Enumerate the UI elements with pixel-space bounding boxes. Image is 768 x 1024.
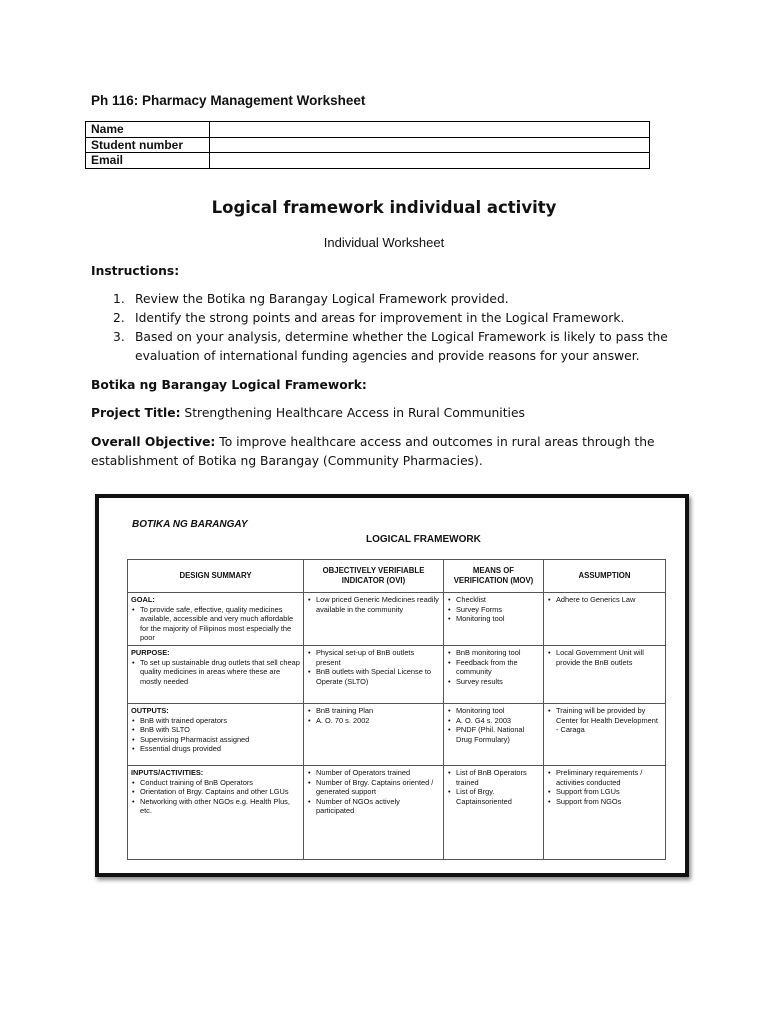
column-header-design-summary: DESIGN SUMMARY [128, 560, 304, 593]
list-item: • Support from NGOs [547, 797, 662, 807]
name-label: Name [86, 122, 210, 138]
project-title-label: Project Title: [91, 406, 181, 420]
list-item: • PNDF (Phil. National Drug Formulary) [447, 725, 540, 744]
design-cell [128, 765, 304, 859]
student-number-field[interactable] [210, 137, 650, 153]
email-label: Email [86, 153, 210, 169]
list-item: • Conduct training of BnB Operators [131, 778, 300, 788]
list-item: • BnB monitoring tool [447, 648, 540, 658]
assumption-cell [544, 703, 666, 765]
ovi-cell [304, 645, 444, 703]
instruction-text: Based on your analysis, determine whether the Logical Framework is likely to pass the evaluation of international funding agencies and provide reasons for your answer. [135, 330, 668, 363]
overall-objective-line [91, 433, 691, 471]
list-item: • To provide safe, effective, quality medicines available, accessible and very much affordable for the majority of Filipinos most especially the poor [131, 605, 300, 643]
column-header-mov: MEANS OF VERIFICATION (MOV) [444, 560, 544, 593]
list-item: • List of BnB Operators trained [447, 768, 540, 787]
list-item: • To set up sustainable drug outlets that sell cheap quality medicines in areas where these are mostly needed [131, 658, 300, 687]
student-info-table [85, 121, 650, 169]
mov-cell [444, 645, 544, 703]
list-item: • Networking with other NGOs e.g. Health Plus, etc. [131, 797, 300, 816]
student-number-label: Student number [86, 137, 210, 153]
list-item: • Monitoring tool [447, 706, 540, 716]
student-number-row [86, 137, 650, 153]
figure-org-title: BOTIKA NG BARANGAY [132, 519, 248, 530]
list-item: • Survey Forms [447, 605, 540, 615]
instruction-text: Identify the strong points and areas for improvement in the Logical Framework. [135, 311, 625, 325]
instruction-item: 1. Review the Botika ng Barangay Logical Framework provided. [113, 292, 509, 306]
list-item: • Orientation of Brgy. Captains and other LGUs [131, 787, 300, 797]
name-row [86, 122, 650, 138]
list-item: • Preliminary requirements / activities conducted [547, 768, 662, 787]
project-title-text: Strengthening Healthcare Access in Rural Communities [184, 406, 525, 420]
logical-framework-figure [95, 494, 689, 877]
list-item: • A. O. G4 s. 2003 [447, 716, 540, 726]
list-item: • Local Government Unit will provide the BnB outlets [547, 648, 662, 667]
table-row-outputs [128, 703, 666, 765]
mov-cell [444, 593, 544, 646]
table-row-goal [128, 593, 666, 646]
ovi-cell [304, 703, 444, 765]
list-item: • Number of NGOs actively participated [307, 797, 440, 816]
table-header-row [128, 560, 666, 593]
ovi-cell [304, 593, 444, 646]
list-item: • Number of Brgy. Captains oriented / generated support [307, 778, 440, 797]
email-row [86, 153, 650, 169]
overall-objective-label: Overall Objective: [91, 435, 216, 449]
list-item: • Low priced Generic Medicines readily available in the community [307, 595, 440, 614]
column-header-ovi: OBJECTIVELY VERIFIABLE INDICATOR (OVI) [304, 560, 444, 593]
list-item: • Survey results [447, 677, 540, 687]
list-item: • BnB outlets with Special License to Operate (SLTO) [307, 667, 440, 686]
design-cell [128, 703, 304, 765]
instruction-item: 2. Identify the strong points and areas for improvement in the Logical Framework. [113, 311, 625, 325]
instructions-list [91, 290, 691, 366]
overall-objective-text: To improve healthcare access and outcomes in rural areas through the establishment of Botika ng Barangay (Community Pharmacies). [91, 435, 655, 468]
page-title: Logical framework individual activity [211, 198, 557, 217]
mov-cell [444, 765, 544, 859]
design-cell [128, 593, 304, 646]
figure-title: LOGICAL FRAMEWORK [366, 534, 481, 545]
list-item: • Feedback from the community [447, 658, 540, 677]
table-row-purpose [128, 645, 666, 703]
list-item: • Support from LGUs [547, 787, 662, 797]
name-field[interactable] [210, 122, 650, 138]
project-title-line [91, 404, 525, 423]
instructions-label: Instructions: [91, 264, 180, 278]
assumption-cell [544, 593, 666, 646]
column-header-assumption: ASSUMPTION [544, 560, 666, 593]
ovi-cell [304, 765, 444, 859]
instruction-item: 3. Based on your analysis, determine whether the Logical Framework is likely to pass the evaluation of international funding agencies and provide reasons for your answer. [113, 330, 668, 363]
list-item: • A. O. 70 s. 2002 [307, 716, 440, 726]
design-cell [128, 645, 304, 703]
section-label: OUTPUTS: [131, 705, 169, 715]
list-item: • Monitoring tool [447, 614, 540, 624]
assumption-cell [544, 765, 666, 859]
list-item: • Supervising Pharmacist assigned [131, 735, 300, 745]
list-item: • Number of Operators trained [307, 768, 440, 778]
instruction-text: Review the Botika ng Barangay Logical Framework provided. [135, 292, 509, 306]
list-item: • BnB training Plan [307, 706, 440, 716]
list-item: • BnB with trained operators [131, 716, 300, 726]
email-field[interactable] [210, 153, 650, 169]
section-label: INPUTS/ACTIVITIES: [131, 767, 204, 777]
list-item: • Essential drugs provided [131, 744, 300, 754]
framework-label: Botika ng Barangay Logical Framework: [91, 378, 367, 392]
assumption-cell [544, 645, 666, 703]
section-label: PURPOSE: [131, 647, 170, 657]
list-item: • Adhere to Generics Law [547, 595, 662, 605]
list-item: • Training will be provided by Center for Health Development - Caraga [547, 706, 662, 735]
list-item: • Physical set-up of BnB outlets present [307, 648, 440, 667]
page-subtitle: Individual Worksheet [323, 235, 445, 250]
list-item: • BnB with SLTO [131, 725, 300, 735]
logical-framework-table [127, 559, 666, 860]
section-label: GOAL: [131, 595, 155, 604]
table-row-inputs [128, 765, 666, 859]
worksheet-heading: Ph 116: Pharmacy Management Worksheet [91, 93, 366, 108]
mov-cell [444, 703, 544, 765]
list-item: • List of Brgy. Captainsoriented [447, 787, 540, 806]
list-item: • Checklist [447, 595, 540, 605]
